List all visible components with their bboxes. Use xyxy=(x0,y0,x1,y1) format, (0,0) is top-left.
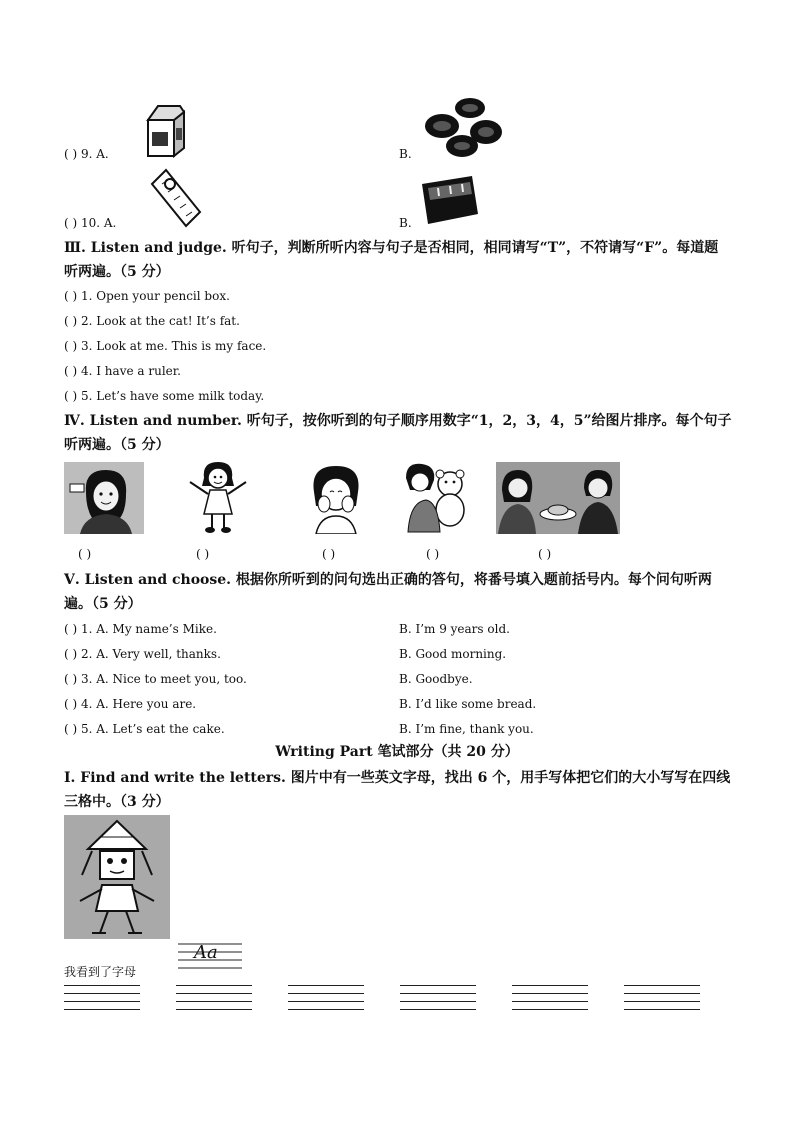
example-letters: Aa xyxy=(194,942,218,963)
section-5-option-a: ( ) 2. A. Very well, thanks. xyxy=(64,647,221,661)
section-5-option-b: B. Good morning. xyxy=(399,647,507,661)
writing-part-heading: Writing Part 笔试部分（共 20 分） xyxy=(275,744,519,760)
question-9-option-b: B. xyxy=(399,147,412,161)
section-3-item: ( ) 3. Look at me. This is my face. xyxy=(64,339,267,353)
section-3-item: ( ) 5. Let’s have some milk today. xyxy=(64,389,265,403)
section-3-item: ( ) 1. Open your pencil box. xyxy=(64,289,230,303)
picture-3-blank[interactable]: ( ) xyxy=(322,547,336,561)
picture-1-blank[interactable]: ( ) xyxy=(78,547,92,561)
letters-seen-label: 我看到了字母 xyxy=(64,965,137,979)
ruler-icon xyxy=(148,166,204,230)
letter-writing-grid-2[interactable] xyxy=(176,985,252,1015)
letter-writing-grid-3[interactable] xyxy=(288,985,364,1015)
section-5-title: Ⅴ. Listen and choose. 根据你所听到的问句选出正确的答句，将番号填入题前括号内。每个问句听两遍。（5 分） xyxy=(64,572,712,612)
section-3-item: ( ) 4. I have a ruler. xyxy=(64,364,181,378)
cookies-icon xyxy=(420,96,504,160)
section-5-option-a: ( ) 1. A. My name’s Mike. xyxy=(64,622,217,636)
girl-hands-face-image xyxy=(302,462,368,534)
letter-robot-image xyxy=(64,815,170,939)
picture-5-blank[interactable]: ( ) xyxy=(538,547,552,561)
section-5-option-a: ( ) 3. A. Nice to meet you, too. xyxy=(64,672,247,686)
section-5-option-b: B. Goodbye. xyxy=(399,672,473,686)
section-5-option-b: B. I’d like some bread. xyxy=(399,697,537,711)
question-10-option-b: B. xyxy=(399,216,412,230)
question-10-label: ( ) 10. A. xyxy=(64,216,117,230)
writing-section-1-title: Ⅰ. Find and write the letters. 图片中有一些英文字母，找出 6 个，用手写体把它们的大小写写在四线三格中。（3 分） xyxy=(64,770,731,810)
picture-4-blank[interactable]: ( ) xyxy=(426,547,440,561)
milk-carton-icon xyxy=(140,102,190,158)
section-3-title: Ⅲ. Listen and judge. 听句子，判断所听内容与句子是否相同，相同请写“T”，不符请写“F”。每道题听两遍。（5 分） xyxy=(64,240,719,280)
question-9-label: ( ) 9. A. xyxy=(64,147,109,161)
letter-writing-grid-1[interactable] xyxy=(64,985,140,1015)
section-5-option-b: B. I’m fine, thank you. xyxy=(399,722,534,736)
letter-writing-grid-4[interactable] xyxy=(400,985,476,1015)
letter-writing-grid-5[interactable] xyxy=(512,985,588,1015)
section-5-option-b: B. I’m 9 years old. xyxy=(399,622,510,636)
section-3-item: ( ) 2. Look at the cat! It’s fat. xyxy=(64,314,240,328)
section-5-option-a: ( ) 4. A. Here you are. xyxy=(64,697,197,711)
section-4-title: Ⅳ. Listen and number. 听句子，按你听到的句子顺序用数字“1，2，3，4，5”给图片排序。每个句子听两遍。（5 分） xyxy=(64,413,732,453)
girl-portrait-image xyxy=(64,462,144,534)
picture-2-blank[interactable]: ( ) xyxy=(196,547,210,561)
letter-writing-grid-6[interactable] xyxy=(624,985,700,1015)
girl-teddy-bear-image xyxy=(400,460,472,536)
children-cake-image xyxy=(496,462,620,534)
pencil-box-icon xyxy=(420,174,480,226)
girl-waving-image xyxy=(184,460,252,536)
section-5-option-a: ( ) 5. A. Let’s eat the cake. xyxy=(64,722,225,736)
